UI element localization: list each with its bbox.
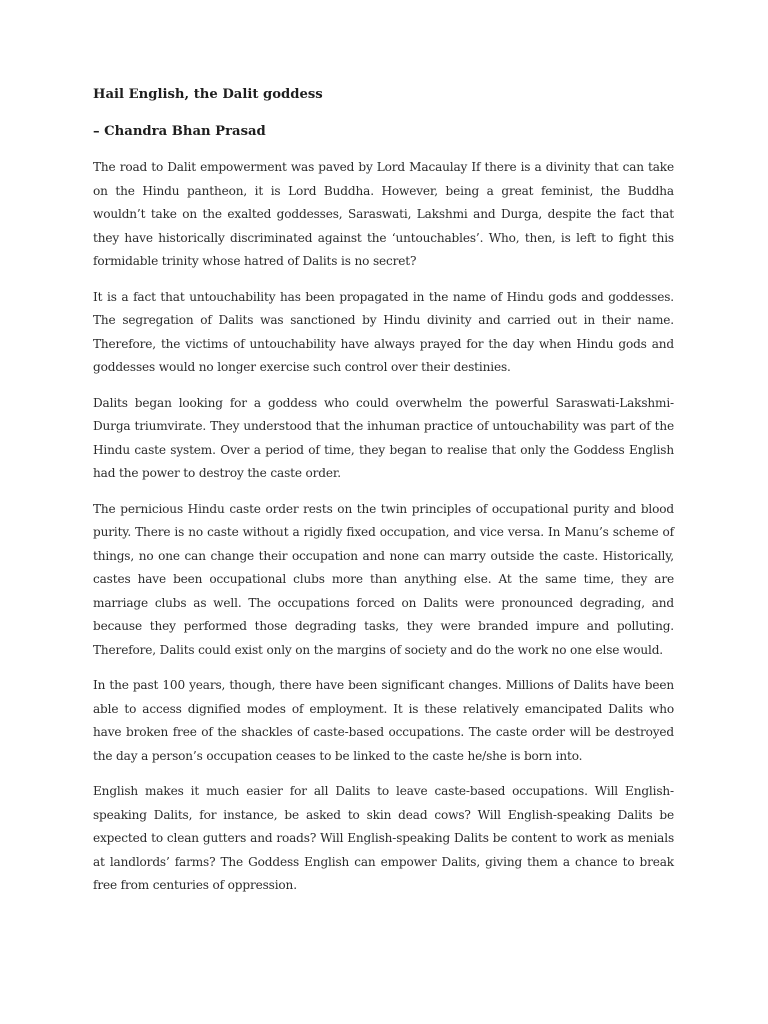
paragraph-5: In the past 100 years, though, there have been significant changes. Millions of Dalits have been able to access dignified modes of employment. It is these relatively emancipated Dalits who have broken free of the shackles of caste-based occupations. The caste order will be destroyed the day a person’s occupation ceases to be linked to the caste he/she is born into. <box>93 678 674 763</box>
document-page <box>93 84 674 910</box>
paragraph-6: English makes it much easier for all Dalits to leave caste-based occupations. Will English-speaking Dalits, for instance, be asked to skin dead cows? Will English-speaking Dalits be expected to clean gutters and roads? Will English-speaking Dalits be content to work as menials at landlords’ farms? The Goddess English can empower Dalits, giving them a chance to break free from centuries of oppression. <box>93 784 674 892</box>
article-author: – Chandra Bhan Prasad <box>93 124 266 139</box>
article-title: Hail English, the Dalit goddess <box>93 87 323 102</box>
paragraph-4: The pernicious Hindu caste order rests on the twin principles of occupational purity and blood purity. There is no caste without a rigidly fixed occupation, and vice versa. In Manu’s scheme of things, no one can change their occupation and none can marry outside the caste. Historically, castes have been occupational clubs more than anything else. At the same time, they are marriage clubs as well. The occupations forced on Dalits were pronounced degrading, and because they performed those degrading tasks, they were branded impure and polluting. Therefore, Dalits could exist only on the margins of society and do the work no one else would. <box>93 501 674 657</box>
paragraph-2: It is a fact that untouchability has been propagated in the name of Hindu gods and goddesses. The segregation of Dalits was sanctioned by Hindu divinity and carried out in their name. Therefore, the victims of untouchability have always prayed for the day when Hindu gods and goddesses would no longer exercise such control over their destinies. <box>93 289 674 374</box>
paragraph-1: The road to Dalit empowerment was paved by Lord Macaulay If there is a divinity that can take on the Hindu pantheon, it is Lord Buddha. However, being a great feminist, the Buddha wouldn’t take on the exalted goddesses, Saraswati, Lakshmi and Durga, despite the fact that they have historically discriminated against the ‘untouchables’. Who, then, is left to fight this formidable trinity whose hatred of Dalits is no secret? <box>93 160 674 268</box>
paragraph-3: Dalits began looking for a goddess who could overwhelm the powerful Saraswati-Lakshmi-Durga triumvirate. They understood that the inhuman practice of untouchability was part of the Hindu caste system. Over a period of time, they began to realise that only the Goddess English had the power to destroy the caste order. <box>93 395 674 480</box>
